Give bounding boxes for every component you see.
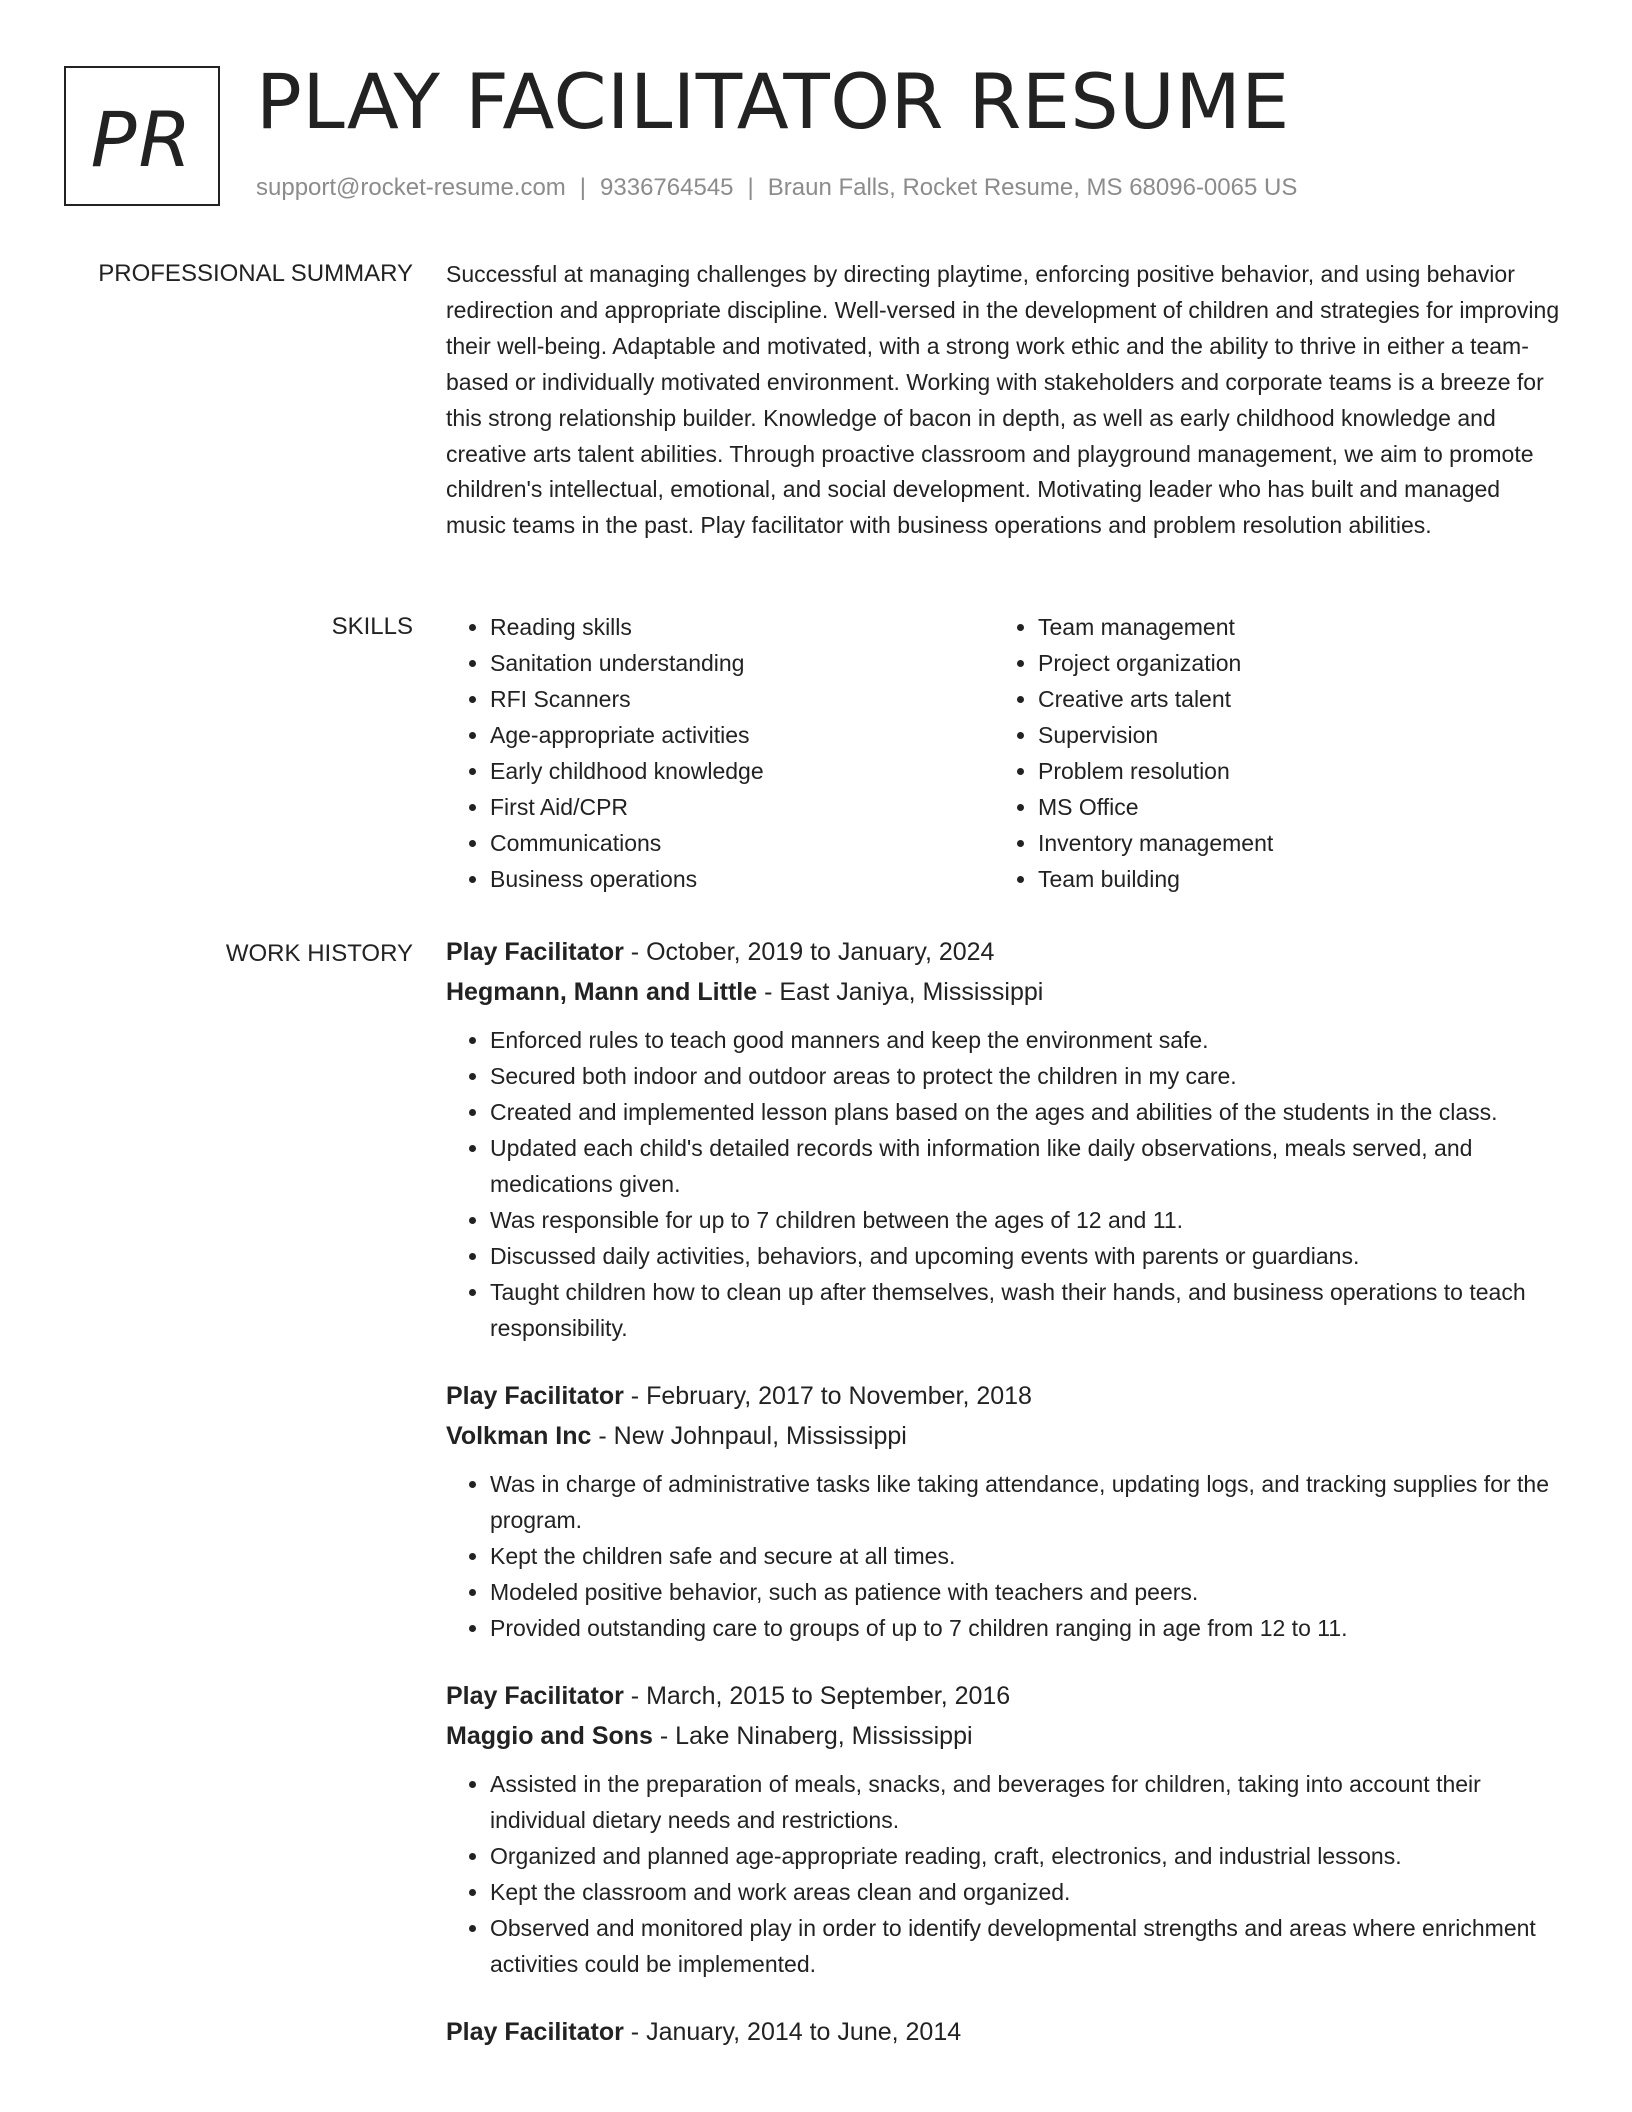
job-location: - Lake Ninaberg, Mississippi (652, 1722, 973, 1750)
job-bullet: • Kept the children safe and secure at all times. (490, 1538, 1564, 1574)
skill-item: • Age-appropriate activities (490, 717, 992, 753)
job-company: Hegmann, Mann and Little (446, 978, 758, 1006)
skill-item: • Creative arts talent (1038, 681, 1540, 717)
skills-label: SKILLS (331, 613, 413, 640)
job-dates: - March, 2015 to September, 2016 (623, 1682, 1011, 1710)
skill-item: • MS Office (1038, 789, 1540, 825)
contact-separator: | (579, 174, 587, 201)
job-entry (446, 1376, 1564, 1646)
job-entry (446, 932, 1564, 1346)
job-bullet: • Modeled positive behavior, such as patience with teachers and peers. (490, 1574, 1564, 1610)
job-entry (446, 2012, 1564, 2052)
job-dates: - February, 2017 to November, 2018 (623, 1382, 1032, 1410)
job-bullet: • Updated each child's detailed records with information like daily observations, meals served, and medications given. (490, 1130, 1564, 1202)
contact-phone: 9336764545 (600, 174, 734, 201)
skill-item: • Inventory management (1038, 825, 1540, 861)
monogram-box (64, 66, 220, 206)
skill-item: • Supervision (1038, 717, 1540, 753)
contact-address: Braun Falls, Rocket Resume, MS 68096-0065 US (767, 174, 1298, 201)
job-dates: - January, 2014 to June, 2014 (623, 2018, 962, 2046)
summary-text: Successful at managing challenges by directing playtime, enforcing positive behavior, and using behavior redirection and appropriate discipline. Well-versed in the development of children and strategies for improving their well-being. Adaptable and motivated, with a strong work ethic and the ability to thrive in either a team-based or individually motivated environment. Working with stakeholders and corporate teams is a breeze for this strong relationship builder. Knowledge of bacon in depth, as well as early childhood knowledge and creative arts talent abilities. Through proactive classroom and playground management, we aim to promote children's intellectual, emotional, and social development. Motivating leader who has built and managed music teams in the past. Play facilitator with business operations and problem resolution abilities. (446, 261, 1560, 539)
job-bullet: • Provided outstanding care to groups of up to 7 children ranging in age from 12 to 11. (490, 1610, 1564, 1646)
resume-title: PLAY FACILITATOR RESUME (256, 57, 1290, 146)
work-history-section (446, 932, 1564, 2082)
skill-item: • Team building (1038, 861, 1540, 897)
job-bullet: • Discussed daily activities, behaviors, and upcoming events with parents or guardians. (490, 1238, 1564, 1274)
skills-list-left (446, 609, 992, 897)
skill-item: • Communications (490, 825, 992, 861)
summary-section (446, 257, 1564, 544)
summary-label: PROFESSIONAL SUMMARY (98, 260, 413, 287)
job-location: - East Janiya, Mississippi (757, 978, 1044, 1006)
contact-line (256, 174, 1297, 202)
skill-item: • Team management (1038, 609, 1540, 645)
skill-item: • Sanitation understanding (490, 645, 992, 681)
job-bullet: • Taught children how to clean up after themselves, wash their hands, and business operations to teach responsibility. (490, 1274, 1564, 1346)
skills-list-right (992, 609, 1540, 897)
job-company-line (446, 1416, 1564, 1456)
skill-item: • RFI Scanners (490, 681, 992, 717)
job-bullet: • Was in charge of administrative tasks like taking attendance, updating logs, and tracking supplies for the program. (490, 1466, 1564, 1538)
job-company-line (446, 972, 1564, 1012)
job-title: Play Facilitator (446, 1382, 624, 1410)
job-bullet: • Kept the classroom and work areas clean and organized. (490, 1874, 1564, 1910)
skill-item: • Project organization (1038, 645, 1540, 681)
job-bullets (446, 1022, 1564, 1346)
job-company: Volkman Inc (446, 1422, 592, 1450)
skill-item: • First Aid/CPR (490, 789, 992, 825)
skill-item: • Reading skills (490, 609, 992, 645)
job-bullet: • Enforced rules to teach good manners and keep the environment safe. (490, 1022, 1564, 1058)
job-bullet: • Organized and planned age-appropriate reading, craft, electronics, and industrial lessons. (490, 1838, 1564, 1874)
job-bullet: • Secured both indoor and outdoor areas to protect the children in my care. (490, 1058, 1564, 1094)
job-company-line (446, 1716, 1564, 1756)
skill-item: • Problem resolution (1038, 753, 1540, 789)
job-company: Maggio and Sons (446, 1722, 653, 1750)
job-bullets (446, 1766, 1564, 1982)
job-bullet: • Created and implemented lesson plans based on the ages and abilities of the students in the class. (490, 1094, 1564, 1130)
job-bullet: • Was responsible for up to 7 children between the ages of 12 and 11. (490, 1202, 1564, 1238)
skill-item: • Business operations (490, 861, 992, 897)
job-dates: - October, 2019 to January, 2024 (623, 938, 995, 966)
skills-section (446, 609, 1564, 897)
job-bullet: • Assisted in the preparation of meals, snacks, and beverages for children, taking into account their individual dietary needs and restrictions. (490, 1766, 1564, 1838)
job-title-line (446, 1676, 1564, 1716)
work-history-label: WORK HISTORY (225, 940, 413, 967)
job-bullet: • Observed and monitored play in order to identify developmental strengths and areas where enrichment activities could be implemented. (490, 1910, 1564, 1982)
job-title: Play Facilitator (446, 938, 624, 966)
job-location: - New Johnpaul, Mississippi (591, 1422, 907, 1450)
job-title-line (446, 932, 1564, 972)
job-entry (446, 1676, 1564, 1982)
job-title: Play Facilitator (446, 1682, 624, 1710)
contact-separator: | (747, 174, 754, 201)
job-title-line (446, 1376, 1564, 1416)
job-bullets (446, 1466, 1564, 1646)
monogram-initials: PR (90, 94, 194, 184)
contact-email: support@rocket-resume.com (256, 174, 566, 201)
skill-item: • Early childhood knowledge (490, 753, 992, 789)
job-title: Play Facilitator (446, 2018, 624, 2046)
job-title-line (446, 2012, 1564, 2052)
